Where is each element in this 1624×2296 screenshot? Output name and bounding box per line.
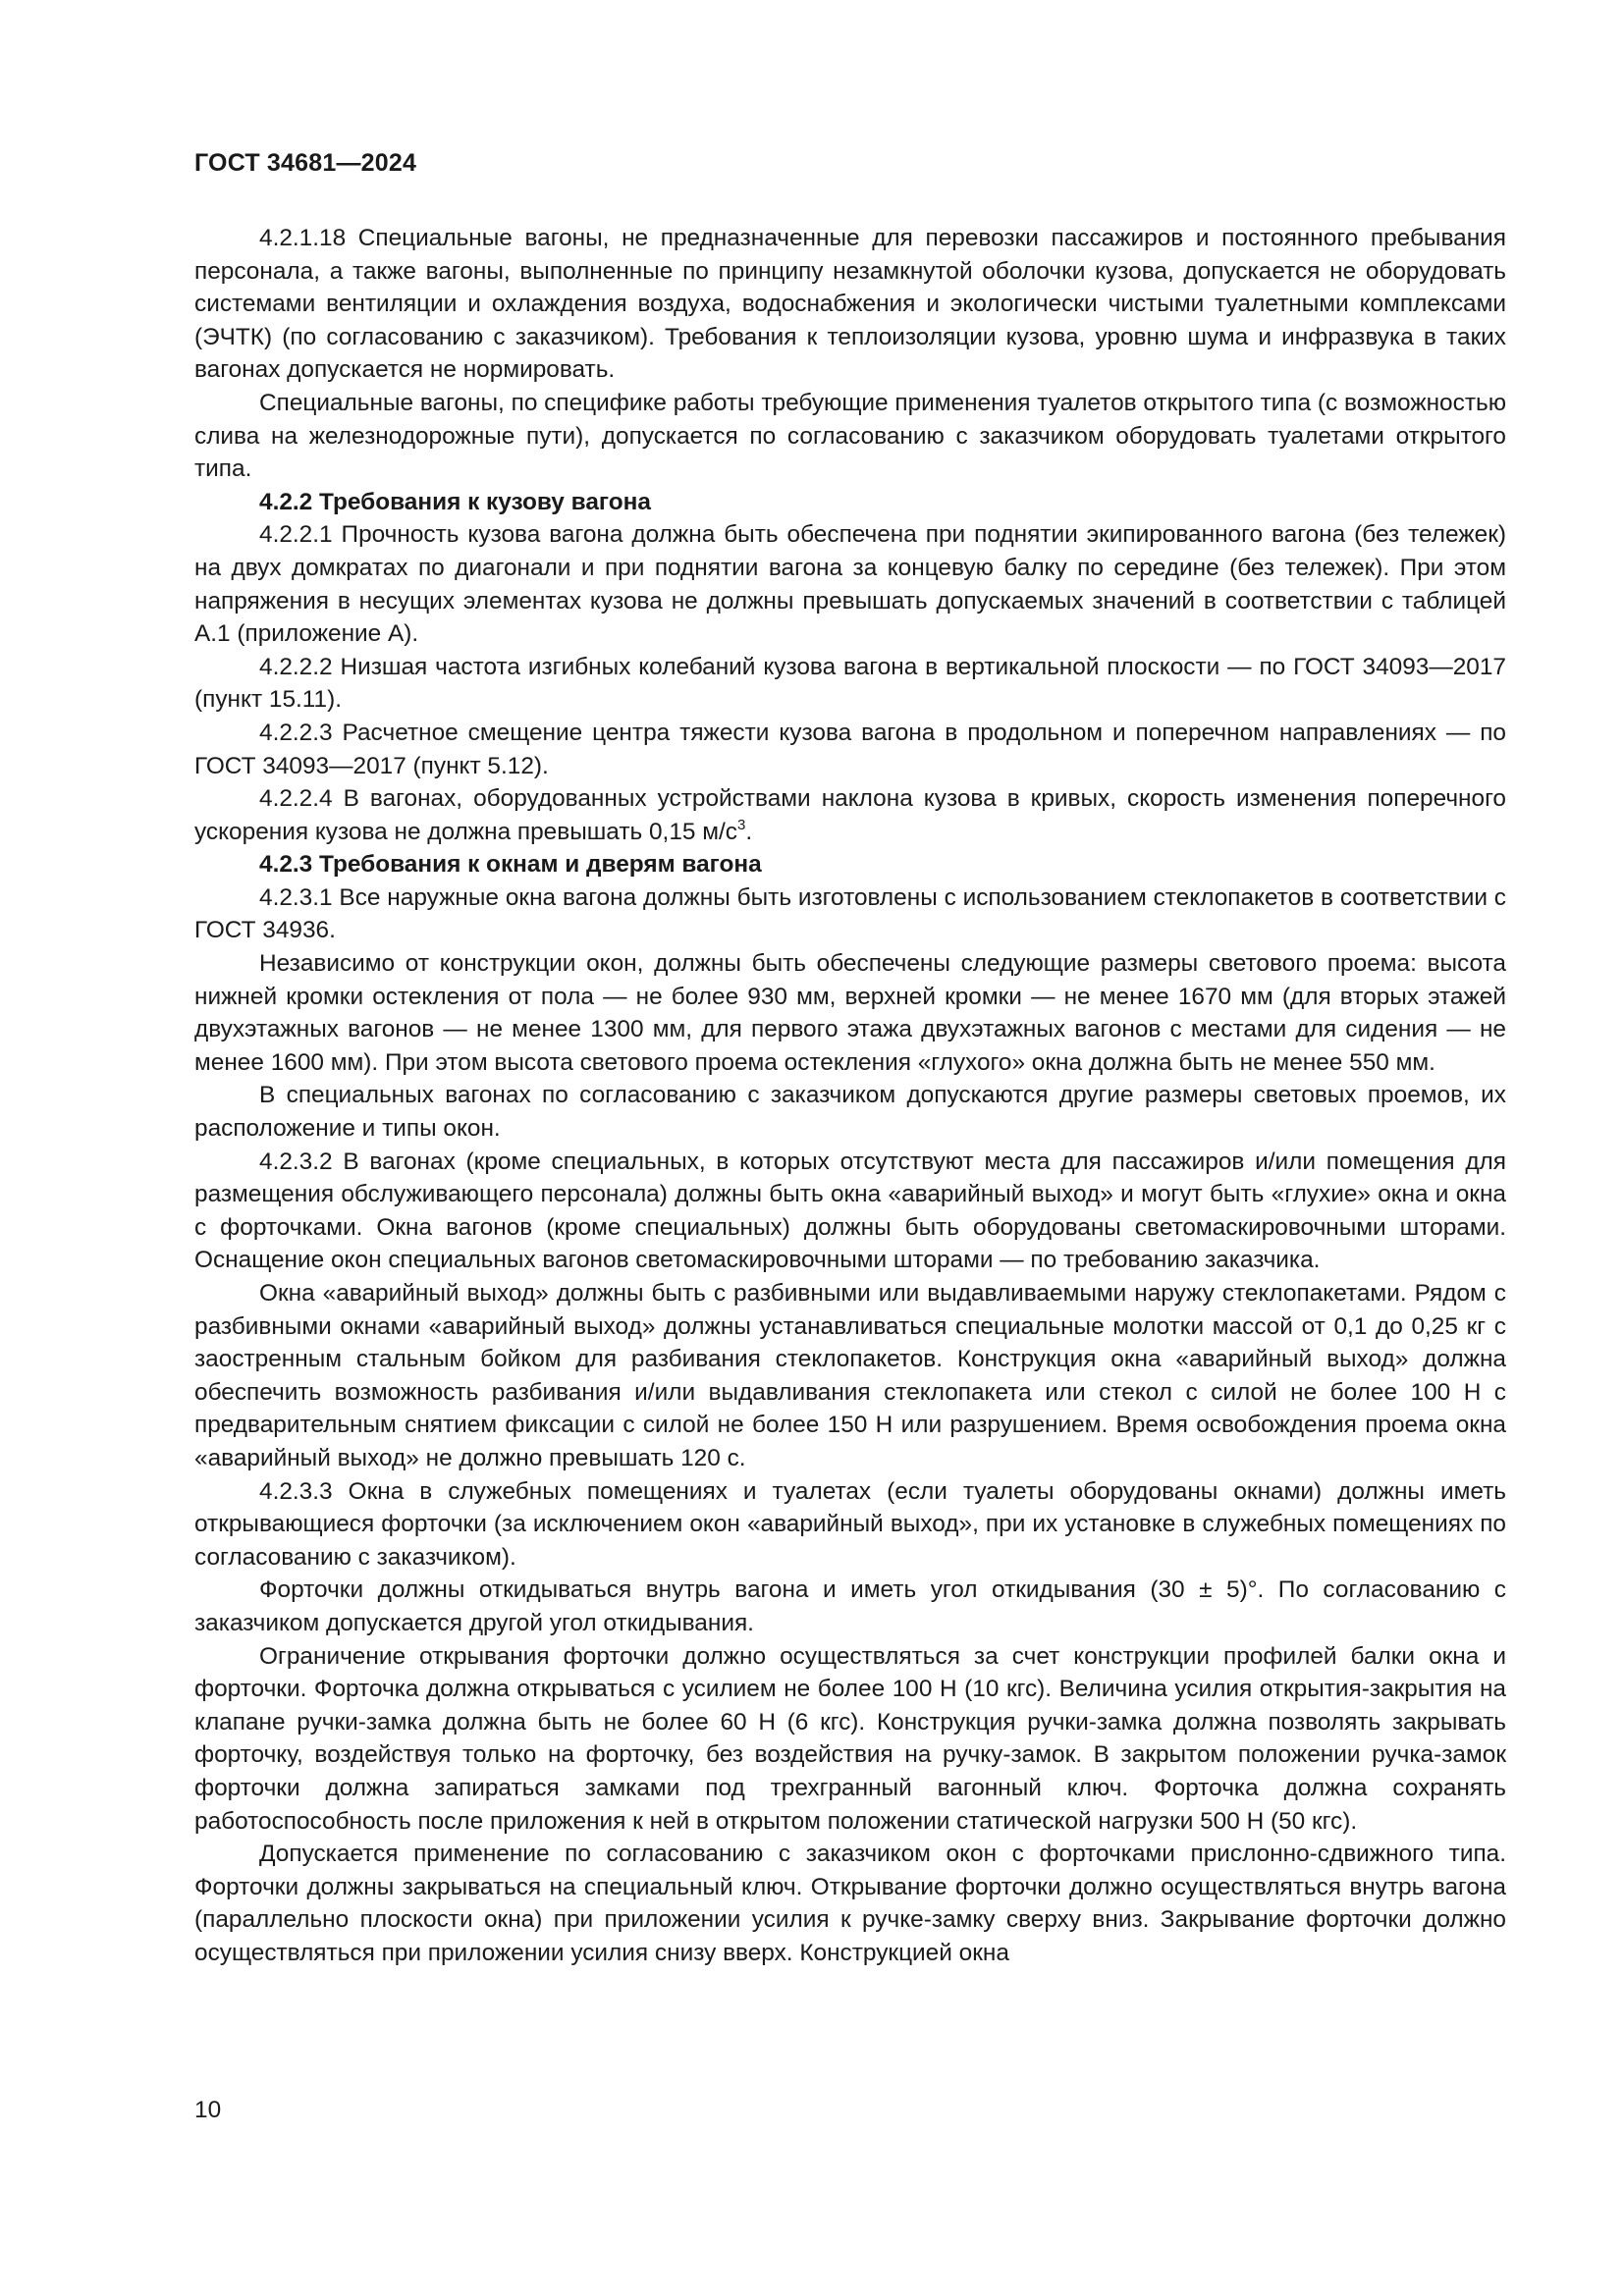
section-heading-4-2-3: 4.2.3 Требования к окнам и дверям вагона	[259, 851, 762, 879]
paragraph-4-2-3-1: 4.2.3.1 Все наружные окна вагона должны быть изготовлены с использованием стеклопакетов в соответствии с ГОСТ 34936.	[194, 883, 1506, 944]
paragraph-vent-window-angle: Форточки должны откидываться внутрь вагона и иметь угол откидывания (30 ± 5)°. По согласованию с заказчиком допускается другой угол откидывания.	[194, 1576, 1506, 1636]
paragraph-4-2-3-3: 4.2.3.3 Окна в служебных помещениях и туалетах (если туалеты оборудованы окнами) должны иметь открывающиеся форточки (за исключением окон «аварийный выход», при их установке в служебных помещениях по согласованию с заказчиком).	[194, 1477, 1506, 1571]
paragraph-special-wagons-toilets: Специальные вагоны, по специфике работы требующие применения туалетов открытого типа (с возможностью слива на железнодорожные пути), допускается по согласованию с заказчиком оборудовать туалетами открытого типа.	[194, 389, 1506, 483]
paragraph-sliding-vent-windows: Допускается применение по согласованию с заказчиком окон с форточками прислонно-сдвижного типа. Форточки должны закрываться на специальный ключ. Открывание форточки должно осуществляться внутрь вагона (параллельно плоскости окна) при приложении усилия к ручке-замку сверху вниз. Закрывание форточки должно осуществляться при приложении усилия снизу вверх. Конструкцией окна	[194, 1841, 1506, 1966]
paragraph-vent-window-limits: Ограничение открывания форточки должно осуществляться за счет конструкции профилей балки окна и форточки. Форточка должна открываться с усилием не более 100 Н (10 кгс). Величина усилия открытия-закрытия на клапане ручки-замка должна быть не более 60 Н (6 кгс). Конструкция ручки-замка должна позволять закрывать форточку, воздействуя только на форточку, без воздействия на ручку-замок. В закрытом положении ручка-замок форточки должна запираться замками под трехгранный вагонный ключ. Форточка должна сохранять работоспособность после приложения к ней в открытом положении статической нагрузки 500 Н (50 кгс).	[194, 1642, 1506, 1835]
paragraph-4-2-2-3: 4.2.2.3 Расчетное смещение центра тяжести кузова вагона в продольном и поперечном направлениях — по ГОСТ 34093—2017 (пункт 5.12).	[194, 719, 1506, 779]
paragraph-special-window-sizes: В специальных вагонах по согласованию с заказчиком допускаются другие размеры световых проемов, их расположение и типы окон.	[194, 1082, 1506, 1143]
paragraph-4-2-2-4-end: .	[745, 818, 753, 845]
paragraph-window-dimensions: Независимо от конструкции окон, должны быть обеспечены следующие размеры светового проема: высота нижней кромки остекления от пола — не более 930 мм, верхней кромки — не менее 1670 мм (для вторых этажей двухэтажных вагонов — не менее 1300 мм, для первого этажа двухэтажных вагонов с местами для сидения — не менее 1600 мм). При этом высота светового проема остекления «глухого» окна должна быть не менее 550 мм.	[194, 950, 1506, 1076]
paragraph-4-2-2-4	[194, 782, 1506, 848]
paragraph-4-2-2-2: 4.2.2.2 Низшая частота изгибных колебаний кузова вагона в вертикальной плоскости — по ГОСТ 34093—2017 (пункт 15.11).	[194, 653, 1506, 714]
paragraph-emergency-exit-windows: Окна «аварийный выход» должны быть с разбивными или выдавливаемыми наружу стеклопакетами. Рядом с разбивными окнами «аварийный выход» должны устанавливаться специальные молотки массой от 0,1 до 0,25 кг с заостренным стальным бойком для разбивания стеклопакетов. Конструкция окна «аварийный выход» должна обеспечить возможность разбивания и/или выдавливания стеклопакета или стекол с силой не более 100 Н с предварительным снятием фиксации с силой не более 150 Н или разрушением. Время освобождения проема окна «аварийный выход» не должно превышать 120 с.	[194, 1280, 1506, 1471]
paragraph-4-2-3-2: 4.2.3.2 В вагонах (кроме специальных, в которых отсутствуют места для пассажиров и/или помещения для размещения обслуживающего персонала) должны быть окна «аварийный выход» и могут быть «глухие» окна и окна с форточками. Окна вагонов (кроме специальных) должны быть оборудованы светомаскировочными шторами. Оснащение окон специальных вагонов светомаскировочными шторами — по требованию заказчика.	[194, 1148, 1506, 1274]
document-body	[194, 222, 1506, 1969]
paragraph-4-2-1-18: 4.2.1.18 Специальные вагоны, не предназначенные для перевозки пассажиров и постоянного пребывания персонала, а также вагоны, выполненные по принципу незамкнутой оболочки кузова, допускается не оборудовать системами вентиляции и охлаждения воздуха, водоснабжения и экологически чистыми туалетными комплексами (ЭЧТК) (по согласованию с заказчиком). Требования к теплоизоляции кузова, уровню шума и инфразвука в таких вагонах допускается не нормировать.	[194, 225, 1506, 384]
document-header: ГОСТ 34681—2024	[194, 149, 417, 177]
page-number: 10	[194, 2097, 222, 2123]
section-heading-4-2-2: 4.2.2 Требования к кузову вагона	[259, 488, 651, 515]
paragraph-4-2-2-4-text: 4.2.2.4 В вагонах, оборудованных устройствами наклона кузова в кривых, скорость изменения поперечного ускорения кузова не должна превышать 0,15 м/с	[194, 785, 1506, 845]
paragraph-4-2-2-1: 4.2.2.1 Прочность кузова вагона должна быть обеспечена при поднятии экипированного вагона (без тележек) на двух домкратах по диагонали и при поднятии вагона за концевую балку по середине (без тележек). При этом напряжения в несущих элементах кузова не должны превышать допускаемых значений в соответствии с таблицей А.1 (приложение А).	[194, 521, 1506, 648]
exponent: 3	[736, 816, 746, 833]
